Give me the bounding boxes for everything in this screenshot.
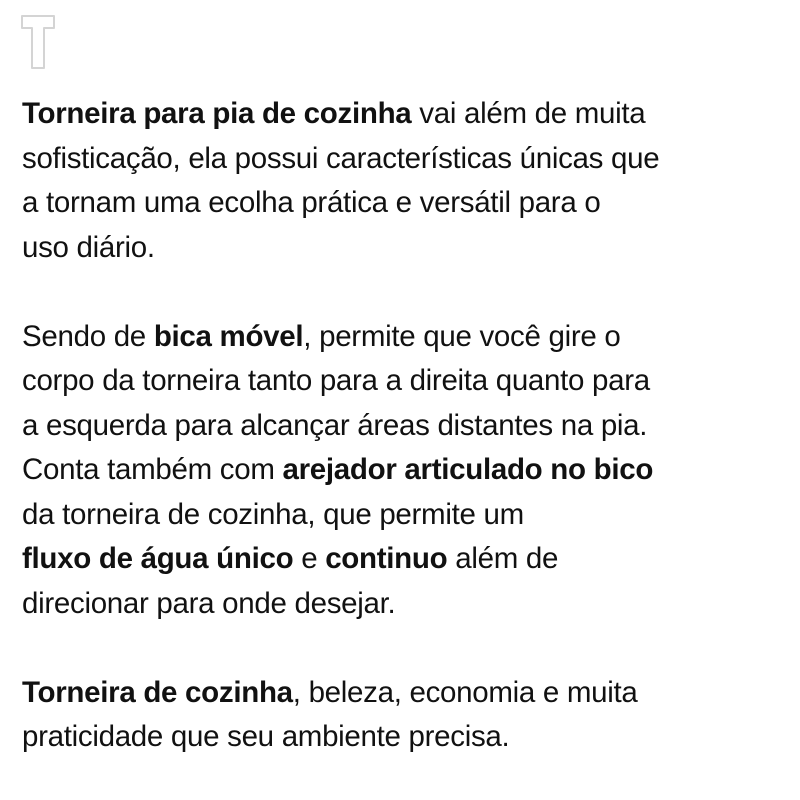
text-segment: direcionar para onde desejar. [22,586,396,620]
logo-t-icon [20,14,56,70]
text-segment: a tornam uma ecolha prática e versátil para o [22,186,601,219]
text-line [22,671,782,716]
bold-text-segment: fluxo de água único [22,542,294,575]
text-line [22,226,782,271]
paragraph-gap [22,270,782,315]
text-segment: Conta também com [22,453,283,486]
text-line [22,537,782,582]
text-line [22,404,782,449]
bold-text-segment: continuo [325,542,448,575]
bold-text-segment: Torneira de cozinha [22,675,293,709]
brand-logo [20,14,56,70]
text-line [22,181,782,226]
text-line [22,137,782,182]
text-segment: , permite que você gire o [303,319,621,353]
bold-text-segment: arejador articulado no bico [282,453,654,486]
product-description [22,92,782,760]
text-segment: sofisticação, ela possui características únicas que [22,141,660,175]
text-segment: Sendo de [22,319,154,353]
text-line [22,315,782,360]
text-segment: a esquerda para alcançar áreas distantes na pia. [22,408,648,442]
text-segment: uso diário. [22,230,155,264]
paragraph-3 [22,671,782,760]
text-line [22,715,782,760]
text-segment: corpo da torneira tanto para a direita quanto para [22,364,650,397]
text-line [22,448,782,493]
text-line [22,92,782,137]
paragraph-1 [22,92,782,270]
text-segment: além de [447,542,559,575]
paragraph-gap [22,626,782,671]
text-segment: praticidade que seu ambiente precisa. [22,720,510,753]
bold-text-segment: bica móvel [153,319,304,353]
description-paragraphs [22,92,782,760]
paragraph-2 [22,315,782,627]
text-segment: , beleza, economia e muita [292,675,638,709]
text-segment: vai além de muita [411,97,646,130]
bold-text-segment: Torneira para pia de cozinha [22,97,412,130]
text-line [22,359,782,404]
text-line [22,493,782,538]
text-segment: da torneira de cozinha, que permite um [22,497,524,531]
text-segment: e [293,542,326,575]
text-line [22,582,782,627]
